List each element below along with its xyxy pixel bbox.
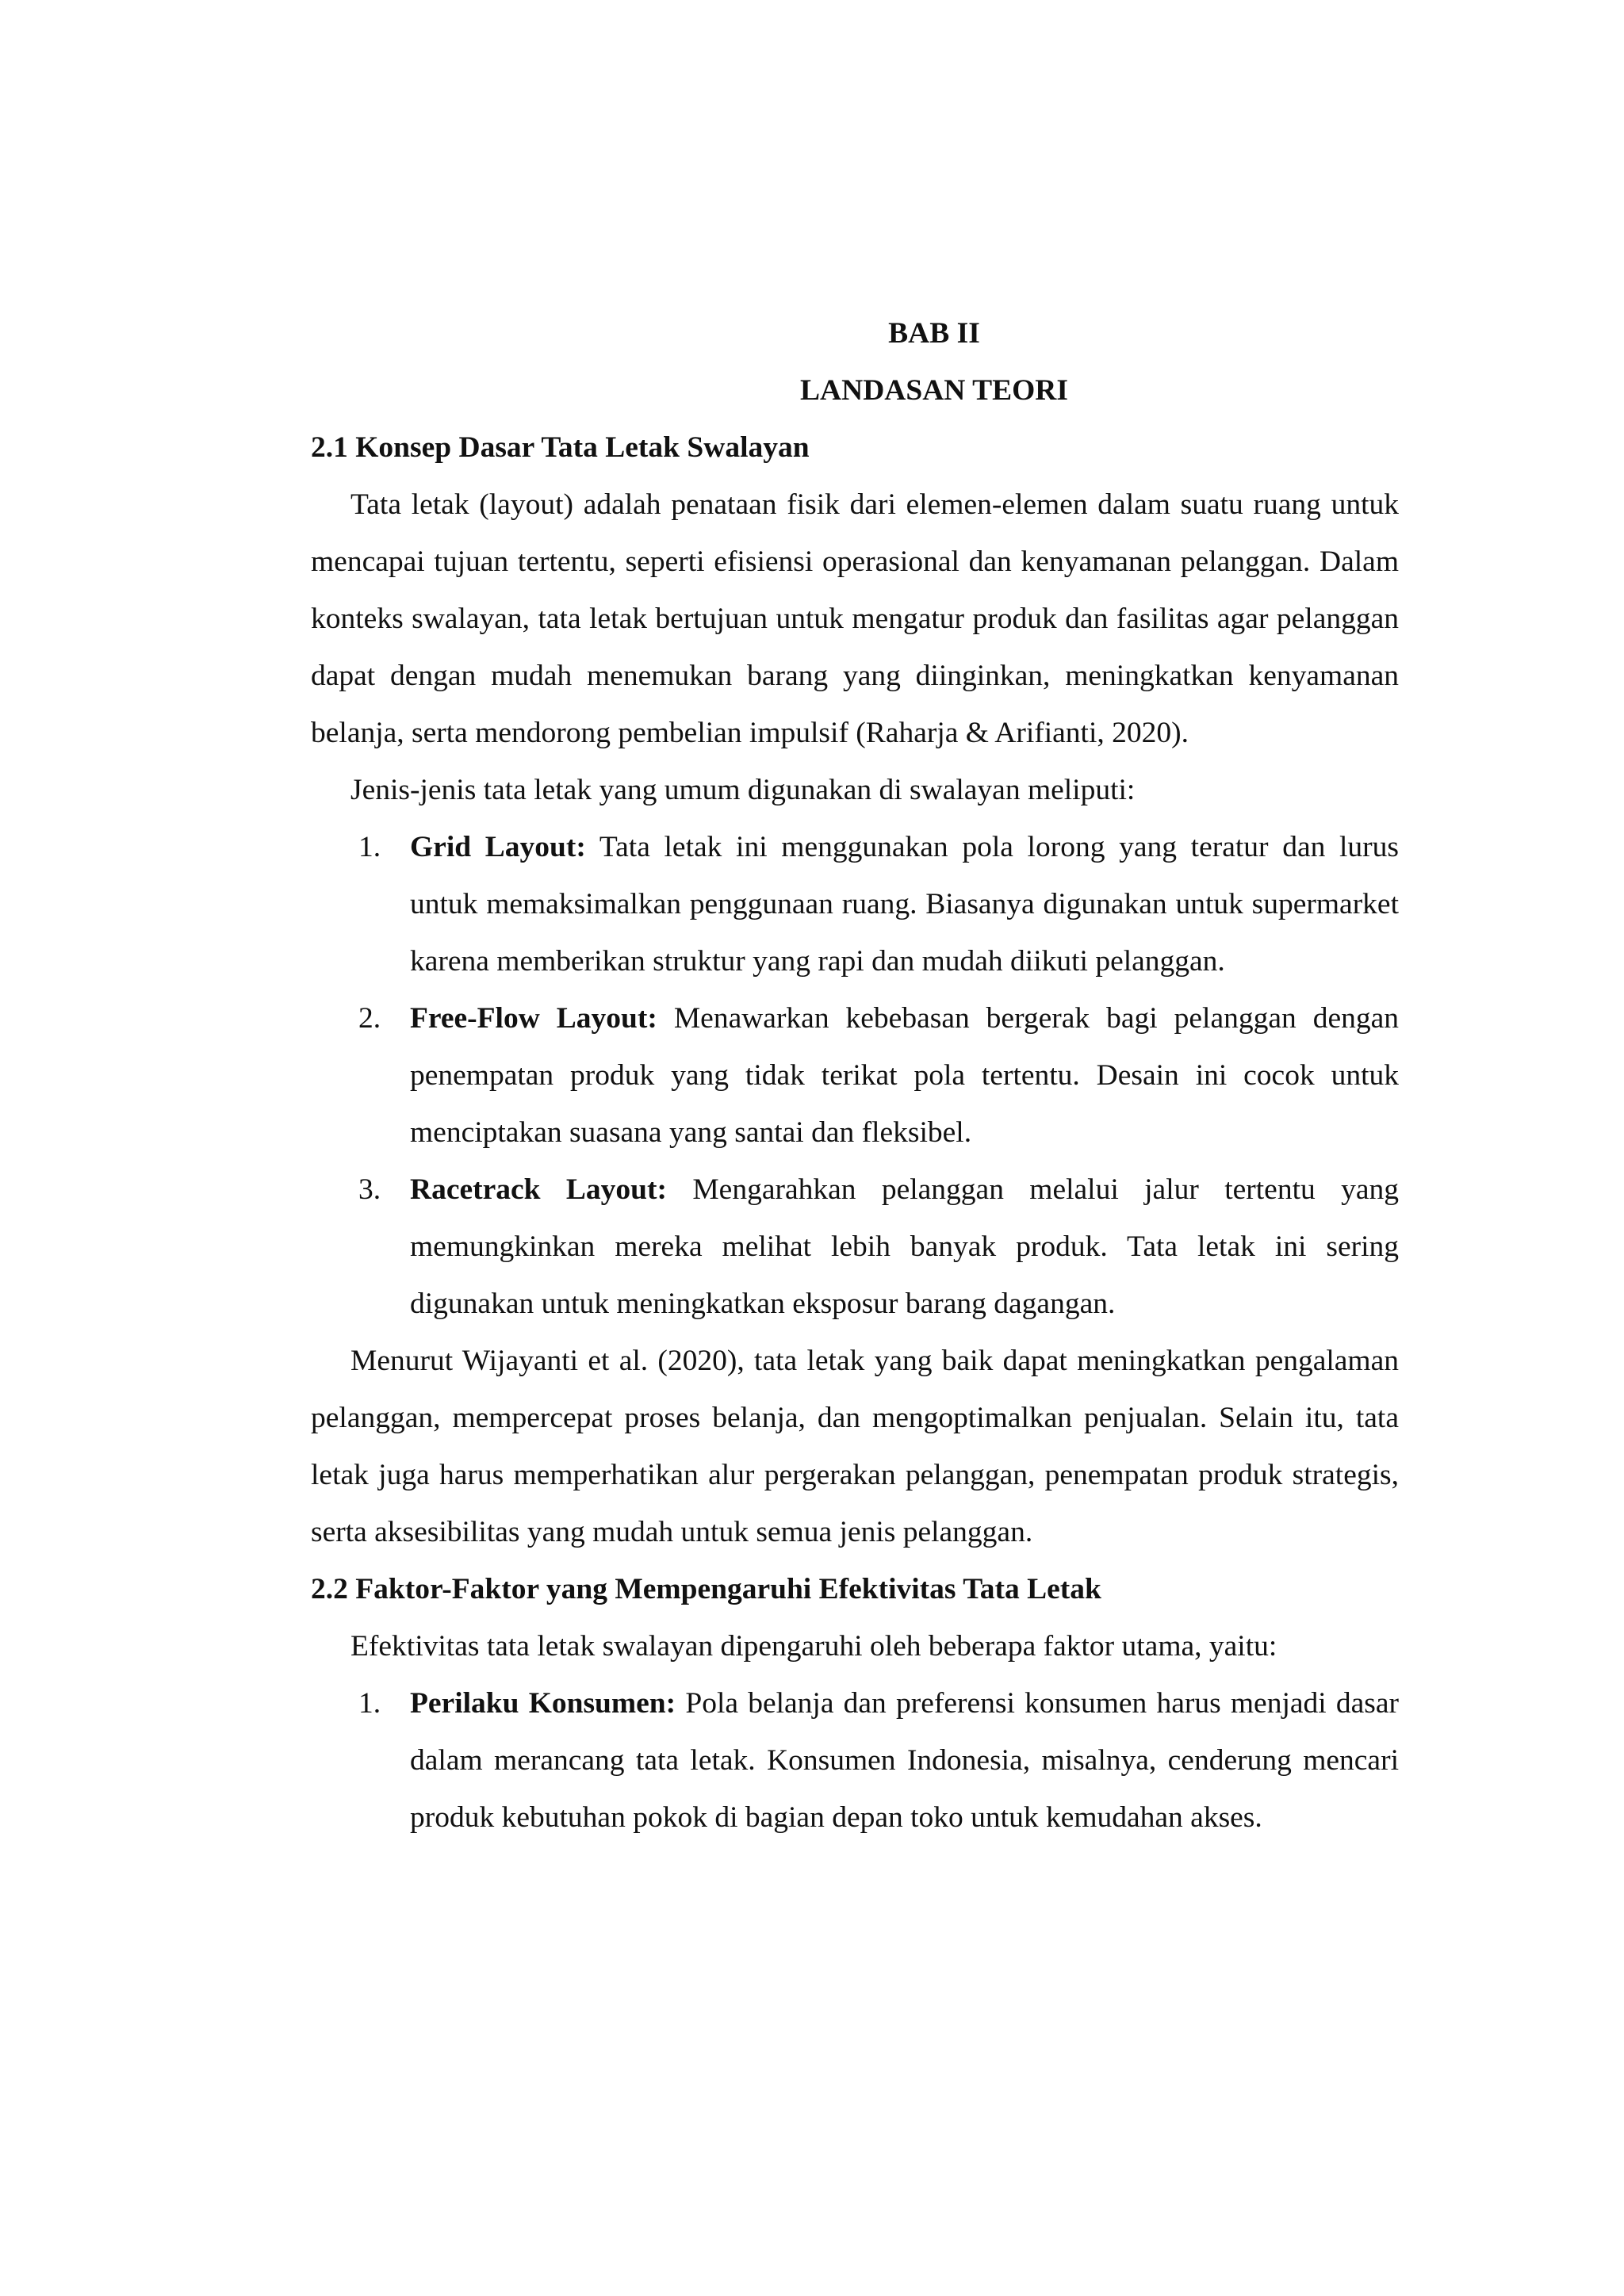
section-1-heading: 2.1 Konsep Dasar Tata Letak Swalayan <box>311 431 810 464</box>
list-item-term: Free-Flow Layout: <box>410 1002 657 1035</box>
layout-types-list <box>311 819 1399 1333</box>
list-item <box>311 819 1399 990</box>
list-item-number: 2. <box>358 1002 381 1035</box>
page-content <box>311 305 1399 1846</box>
list-item-number: 3. <box>358 1173 381 1206</box>
list-item <box>311 1161 1399 1333</box>
list-item-text: Menawarkan kebebasan bergerak bagi pelanggan dengan penempatan produk yang tidak terikat pola tertentu. Desain ini cocok untuk menciptakan suasana yang santai dan fleksibel. <box>410 1002 1399 1149</box>
list-item-text: Tata letak ini menggunakan pola lorong yang teratur dan lurus untuk memaksimalkan penggunaan ruang. Biasanya digunakan untuk supermarket karena memberikan struktur yang rapi dan mudah diikuti pelanggan. <box>410 831 1399 978</box>
list-item-number: 1. <box>358 1687 381 1720</box>
list-item-text: Mengarahkan pelanggan melalui jalur tertentu yang memungkinkan mereka melihat lebih banyak produk. Tata letak ini sering digunakan untuk meningkatkan eksposur barang dagangan. <box>410 1173 1399 1320</box>
section-1-paragraph-3: Menurut Wijayanti et al. (2020), tata letak yang baik dapat meningkatkan pengalaman pelanggan, mempercepat proses belanja, dan mengoptimalkan penjualan. Selain itu, tata letak juga harus memperhatikan alur pergerakan pelanggan, penempatan produk strategis, serta aksesibilitas yang mudah untuk semua jenis pelanggan. <box>311 1345 1399 1548</box>
list-item-term: Racetrack Layout: <box>410 1173 667 1206</box>
section-1-paragraph-2: Jenis-jenis tata letak yang umum digunakan di swalayan meliputi: <box>350 774 1136 806</box>
list-item-term: Grid Layout: <box>410 831 586 863</box>
factors-list <box>311 1675 1399 1846</box>
list-item-term: Perilaku Konsumen: <box>410 1687 676 1720</box>
chapter-title: LANDASAN TEORI <box>800 374 1068 407</box>
section-1-paragraph-1: Tata letak (layout) adalah penataan fisik dari elemen-elemen dalam suatu ruang untuk mencapai tujuan tertentu, seperti efisiensi operasional dan kenyamanan pelanggan. Dalam konteks swalayan, tata letak bertujuan untuk mengatur produk dan fasilitas agar pelanggan dapat dengan mudah menemukan barang yang diinginkan, meningkatkan kenyamanan belanja, serta mendorong pembelian impulsif (Raharja & Arifianti, 2020). <box>311 488 1399 749</box>
section-2-paragraph-1: Efektivitas tata letak swalayan dipengaruhi oleh beberapa faktor utama, yaitu: <box>350 1630 1277 1663</box>
list-item-text: Pola belanja dan preferensi konsumen harus menjadi dasar dalam merancang tata letak. Konsumen Indonesia, misalnya, cenderung mencari produk kebutuhan pokok di bagian depan toko untuk kemudahan akses. <box>410 1687 1399 1834</box>
chapter-number: BAB II <box>888 317 980 350</box>
section-2-heading: 2.2 Faktor-Faktor yang Mempengaruhi Efektivitas Tata Letak <box>311 1573 1101 1605</box>
list-item <box>311 1675 1399 1846</box>
list-item <box>311 990 1399 1161</box>
list-item-number: 1. <box>358 831 381 863</box>
